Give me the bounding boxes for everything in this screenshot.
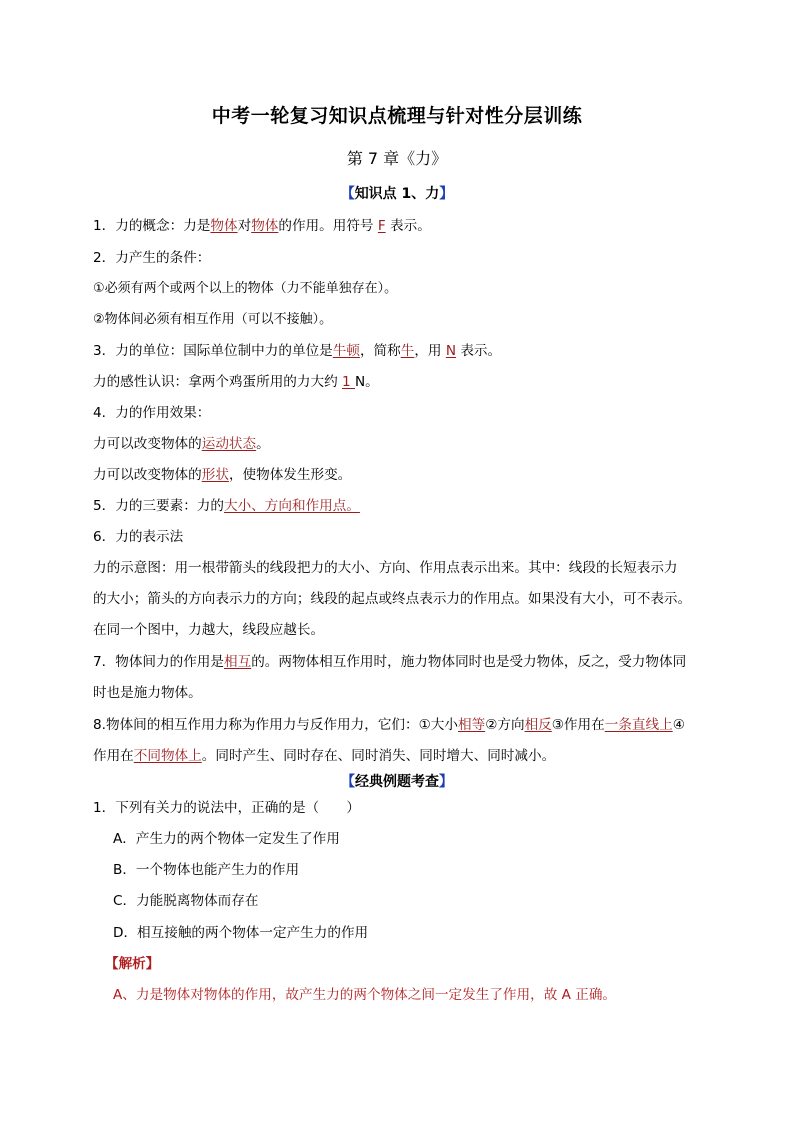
option-a: A．产生力的两个物体一定发生了作用	[113, 831, 340, 847]
analysis-label: 【解析】	[105, 956, 160, 972]
item-5-three-elements: 5．力的三要素：力的大小、方向和作用点。	[93, 498, 360, 514]
item-6c: 在同一个图中，力越大，线段应越长。	[93, 622, 325, 638]
option-d: D．相互接触的两个物体一定产生力的作用	[113, 925, 369, 941]
item-3b-perception: 力的感性认识：拿两个鸡蛋所用的力大约 1 N。	[93, 374, 379, 390]
item-3-unit: 3．力的单位：国际单位制中力的单位是牛顿，简称牛，用 N 表示。	[93, 343, 502, 359]
item-2-conditions: 2．力产生的条件：	[93, 250, 211, 266]
item-6a: 力的示意图：用一根带箭头的线段把力的大小、方向、作用点表示出来。其中：线段的长短表示力	[93, 560, 678, 576]
item-7b: 时也是施力物体。	[93, 685, 202, 701]
item-1-force-concept: 1．力的概念：力是物体对物体的作用。用符号 F 表示。	[93, 218, 431, 234]
item-8b: 作用在不同物体上。同时产生、同时存在、同时消失、同时增大、同时减小。	[93, 748, 556, 764]
chapter-title: 第 7 章《力》	[346, 149, 448, 168]
item-6b: 的大小；箭头的方向表示力的方向；线段的起点或终点表示力的作用点。如果没有大小，可不表示。	[93, 591, 692, 607]
item-7-mutual: 7．物体间力的作用是相互的。两物体相互作用时，施力物体同时也是受力物体，反之，受力物体同	[93, 654, 687, 670]
option-b: B．一个物体也能产生力的作用	[113, 862, 300, 878]
question-1: 1．下列有关力的说法中，正确的是（ ）	[93, 800, 360, 816]
section-heading-examples: 【经典例题考查】	[341, 774, 453, 790]
item-2a: ①必须有两个或两个以上的物体（力不能单独存在）。	[93, 281, 398, 296]
document-title: 中考一轮复习知识点梳理与针对性分层训练	[211, 105, 583, 127]
section-heading-knowledge: 【知识点 1、力】	[340, 186, 454, 202]
item-4b: 力可以改变物体的形状，使物体发生形变。	[93, 467, 352, 483]
item-2b: ②物体间必须有相互作用（可以不接触）。	[93, 312, 333, 327]
analysis-text: A、力是物体对物体的作用，故产生力的两个物体之间一定发生了作用，故 A 正确。	[113, 987, 617, 1003]
option-c: C．力能脱离物体而存在	[113, 893, 259, 909]
item-4a: 力可以改变物体的运动状态。	[93, 436, 270, 452]
item-6-representation: 6．力的表示法	[93, 529, 184, 545]
item-8-action-reaction: 8.物体间的相互作用力称为作用力与反作用力，它们：①大小相等②方向相反③作用在一条直线上④	[93, 717, 685, 733]
item-4-effects: 4．力的作用效果：	[93, 405, 211, 421]
